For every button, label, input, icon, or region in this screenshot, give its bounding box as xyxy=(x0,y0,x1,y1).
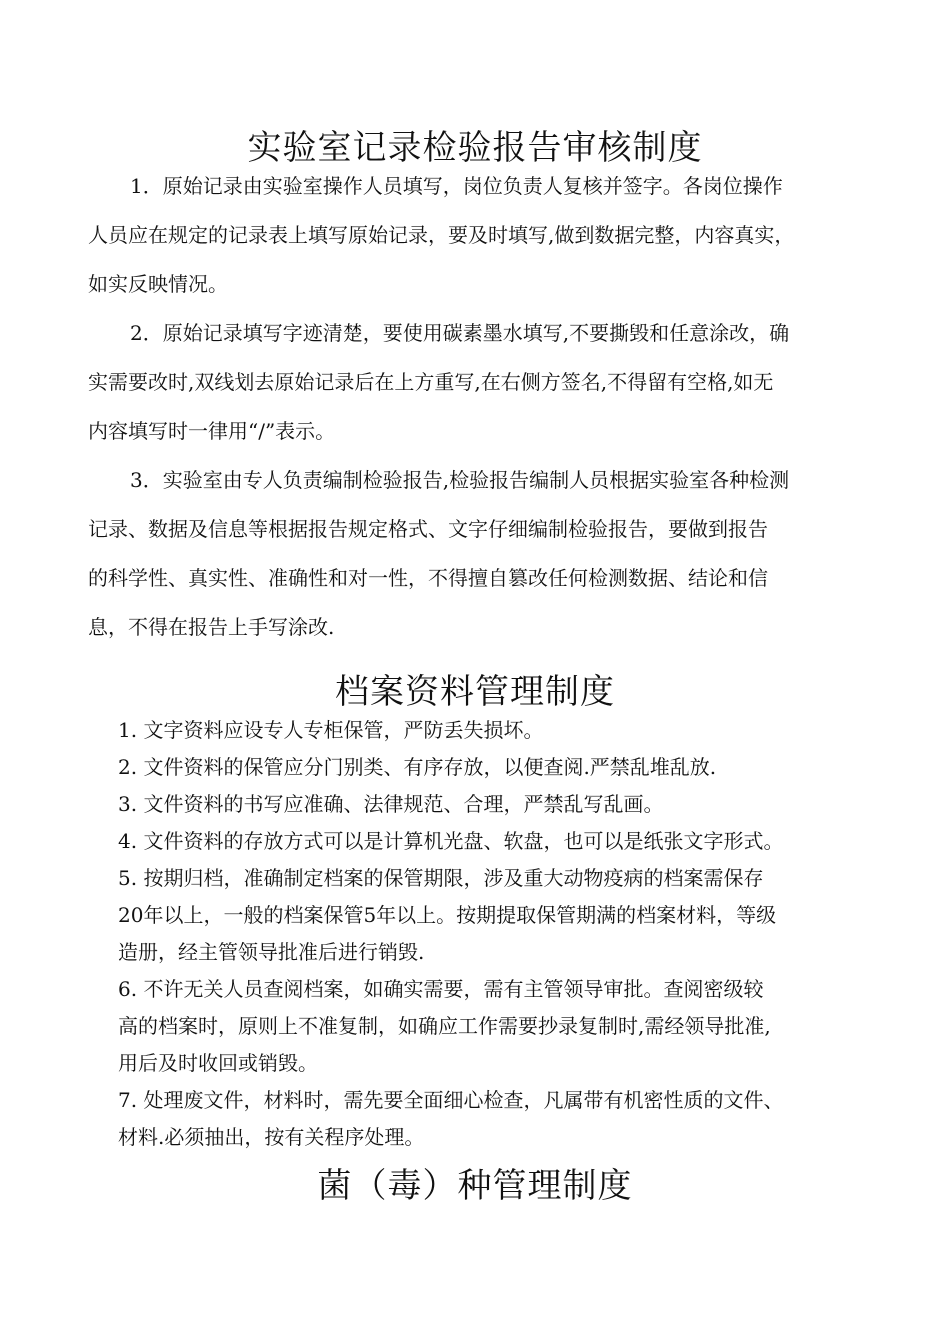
paragraph-1-line-3: 如实反映情况。 xyxy=(88,272,228,296)
archive-item-2-line-1: 2. 文件资料的保管应分门别类、有序存放，以便查阅.严禁乱堆乱放. xyxy=(118,755,717,779)
archive-item-7-line-2: 材料.必须抽出，按有关程序处理。 xyxy=(118,1125,425,1149)
archive-item-6-line-1: 6. 不许无关人员查阅档案，如确实需要，需有主管领导审批。查阅密级较 xyxy=(118,977,764,1001)
archive-item-4-line-1: 4. 文件资料的存放方式可以是计算机光盘、软盘，也可以是纸张文字形式。 xyxy=(118,829,784,853)
paragraph-3-line-2: 记录、数据及信息等根据报告规定格式、文字仔细编制检验报告，要做到报告 xyxy=(88,517,768,541)
paragraph-1-line-1: 1．原始记录由实验室操作人员填写，岗位负责人复核并签字。各岗位操作 xyxy=(130,174,783,198)
archive-item-7-line-1: 7. 处理废文件，材料时，需先要全面细心检查，凡属带有机密性质的文件、 xyxy=(118,1088,784,1112)
archive-item-5-line-3: 造册，经主管领导批准后进行销毁. xyxy=(118,940,425,964)
archive-item-6-line-2: 高的档案时，原则上不准复制，如确应工作需要抄录复制时,需经领导批准, xyxy=(118,1014,771,1038)
paragraph-3-line-1: 3．实验室由专人负责编制检验报告,检验报告编制人员根据实验室各种检测 xyxy=(130,468,790,492)
archive-item-3-line-1: 3. 文件资料的书写应准确、法律规范、合理，严禁乱写乱画。 xyxy=(118,792,664,816)
paragraph-2-line-1: 2．原始记录填写字迹清楚，要使用碳素墨水填写,不要撕毁和任意涂改，确 xyxy=(130,321,790,345)
section-title-record-review: 实验室记录检验报告审核制度 xyxy=(247,128,703,168)
archive-item-5-line-1: 5. 按期归档，准确制定档案的保管期限，涉及重大动物疫病的档案需保存 xyxy=(118,866,764,890)
paragraph-3-line-4: 息，不得在报告上手写涂改. xyxy=(88,615,335,639)
archive-item-5-line-2: 20年以上，一般的档案保管5年以上。按期提取保管期满的档案材料，等级 xyxy=(118,903,777,927)
paragraph-2-line-2: 实需要改时,双线划去原始记录后在上方重写,在右侧方签名,不得留有空格,如无 xyxy=(88,370,774,394)
section-title-archive-management: 档案资料管理制度 xyxy=(335,672,615,712)
archive-item-6-line-3: 用后及时收回或销毁。 xyxy=(118,1051,318,1075)
archive-item-1-line-1: 1. 文字资料应设专人专柜保管，严防丢失损坏。 xyxy=(118,718,544,742)
paragraph-3-line-3: 的科学性、真实性、准确性和对一性，不得擅自篡改任何检测数据、结论和信 xyxy=(88,566,768,590)
section-title-strain-management: 菌（毒）种管理制度 xyxy=(317,1166,633,1206)
paragraph-1-line-2: 人员应在规定的记录表上填写原始记录，要及时填写,做到数据完整，内容真实， xyxy=(88,223,795,247)
paragraph-2-line-3: 内容填写时一律用“/”表示。 xyxy=(88,419,336,443)
